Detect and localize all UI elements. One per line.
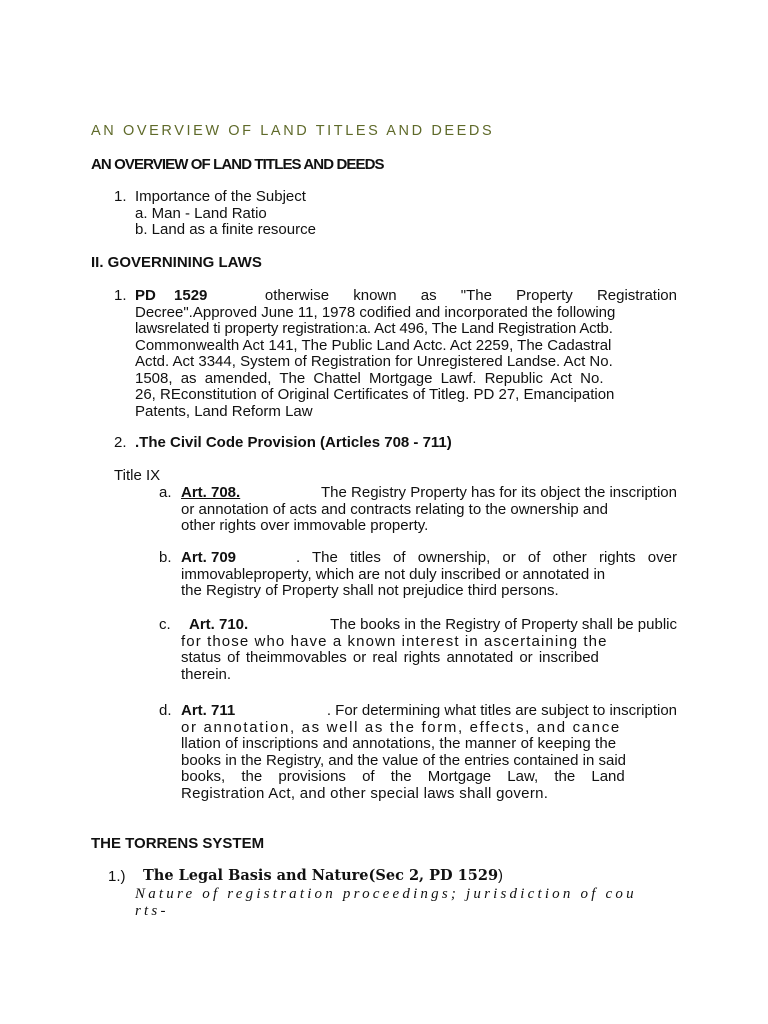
article-708-line-0: The Registry Property has for its object the inscription bbox=[321, 484, 677, 501]
law1-line-6: 26, REconstitution of Original Certificates of Titleg. PD 27, Emancipation bbox=[135, 386, 615, 403]
law2-number: 2. bbox=[114, 434, 127, 451]
article-c-letter: c. bbox=[159, 616, 171, 633]
law1-code: PD 1529 bbox=[135, 287, 208, 304]
torrens-item1-heading: The Legal Basis and Nature(Sec 2, PD 1529 bbox=[143, 867, 499, 884]
article-710-line-3: therein. bbox=[181, 665, 232, 683]
law1-line-7: Patents, Land Reform Law bbox=[135, 402, 313, 420]
article-711-line-2: llation of inscriptions and annotations, the manner of keeping the bbox=[181, 735, 617, 752]
article-708-label: Art. 708. bbox=[181, 484, 241, 501]
article-a-letter: a. bbox=[159, 484, 172, 501]
part1-item-b: b. Land as a finite resource bbox=[135, 221, 316, 238]
article-d-letter: d. bbox=[159, 702, 172, 719]
title-ix-label: Title IX bbox=[114, 467, 161, 484]
torrens-heading: THE TORRENS SYSTEM bbox=[91, 835, 265, 852]
governing-laws-heading: II. GOVERNINING LAWS bbox=[91, 254, 262, 271]
part1-number: 1. bbox=[114, 188, 127, 205]
law1-line-0: otherwise known as "The Property Registration bbox=[264, 287, 677, 304]
law1-number: 1. bbox=[114, 287, 127, 304]
torrens-item1-close-paren: ) bbox=[498, 867, 504, 884]
law1-line-4: Actd. Act 3344, System of Registration for Unregistered Landse. Act No. bbox=[135, 353, 613, 370]
article-711-line-1: or annotation, as well as the form, effects, and cance bbox=[181, 718, 621, 736]
torrens-item1-heading-wrap bbox=[143, 868, 503, 885]
law1-line-5: 1508, as amended, The Chattel Mortgage Lawf. Republic Act No. bbox=[135, 369, 604, 387]
article-709-line-1: immovableproperty, which are not duly inscribed or annotated in bbox=[181, 565, 606, 583]
law1-paragraph bbox=[135, 288, 677, 420]
part1-item-a: a. Man - Land Ratio bbox=[135, 205, 267, 222]
part1-heading: Importance of the Subject bbox=[135, 188, 306, 205]
article-709 bbox=[181, 550, 677, 600]
law2-heading: .The Civil Code Provision (Articles 708 - 711) bbox=[135, 434, 452, 451]
article-710-line-1: for those who have a known interest in ascertaining the bbox=[181, 632, 608, 650]
article-710-line-2: status of theimmovables or real rights annotated or inscribed bbox=[181, 649, 599, 666]
article-711-label: Art. 711 bbox=[181, 702, 236, 719]
torrens-item1-line-0: Nature of registration proceedings; jurisdiction of cou bbox=[135, 886, 637, 902]
article-b-letter: b. bbox=[159, 549, 172, 566]
article-708 bbox=[181, 485, 677, 535]
article-710 bbox=[181, 617, 677, 683]
law1-line-first bbox=[135, 288, 677, 305]
document-title-bold: AN OVERVIEW OF LAND TITLES AND DEEDS bbox=[91, 156, 384, 173]
article-710-line-0: The books in the Registry of Property shall be public bbox=[330, 616, 677, 633]
article-711 bbox=[181, 703, 677, 802]
article-711-line-5: Registration Act, and other special laws shall govern. bbox=[181, 784, 549, 802]
article-710-label: Art. 710. bbox=[189, 616, 249, 633]
law1-line-2: lawsrelated ti property registration:a. Act 496, The Land Registration Actb. bbox=[135, 320, 613, 337]
document-title-spaced: AN OVERVIEW OF LAND TITLES AND DEEDS bbox=[91, 123, 495, 139]
article-711-line-3: books in the Registry, and the value of the entries contained in said bbox=[181, 751, 626, 769]
law1-line-1: Decree".Approved June 11, 1978 codified and incorporated the following bbox=[135, 303, 616, 321]
article-711-line-4: books, the provisions of the Mortgage Law, the Land bbox=[181, 768, 625, 785]
law1-line-3: Commonwealth Act 141, The Public Land Actc. Act 2259, The Cadastral bbox=[135, 336, 612, 354]
article-709-line-2: the Registry of Property shall not prejudice third persons. bbox=[181, 582, 559, 599]
torrens-item1-number: 1.) bbox=[108, 868, 126, 885]
article-709-label: Art. 709 bbox=[181, 549, 237, 566]
article-711-line-0: . For determining what titles are subject to inscription bbox=[326, 702, 677, 719]
article-708-line-1: or annotation of acts and contracts relating to the ownership and bbox=[181, 500, 608, 518]
torrens-item1-line-1: rts- bbox=[135, 903, 169, 919]
article-708-line-2: other rights over immovable property. bbox=[181, 517, 429, 534]
article-709-line-0: . The titles of ownership, or of other rights over bbox=[295, 549, 677, 566]
